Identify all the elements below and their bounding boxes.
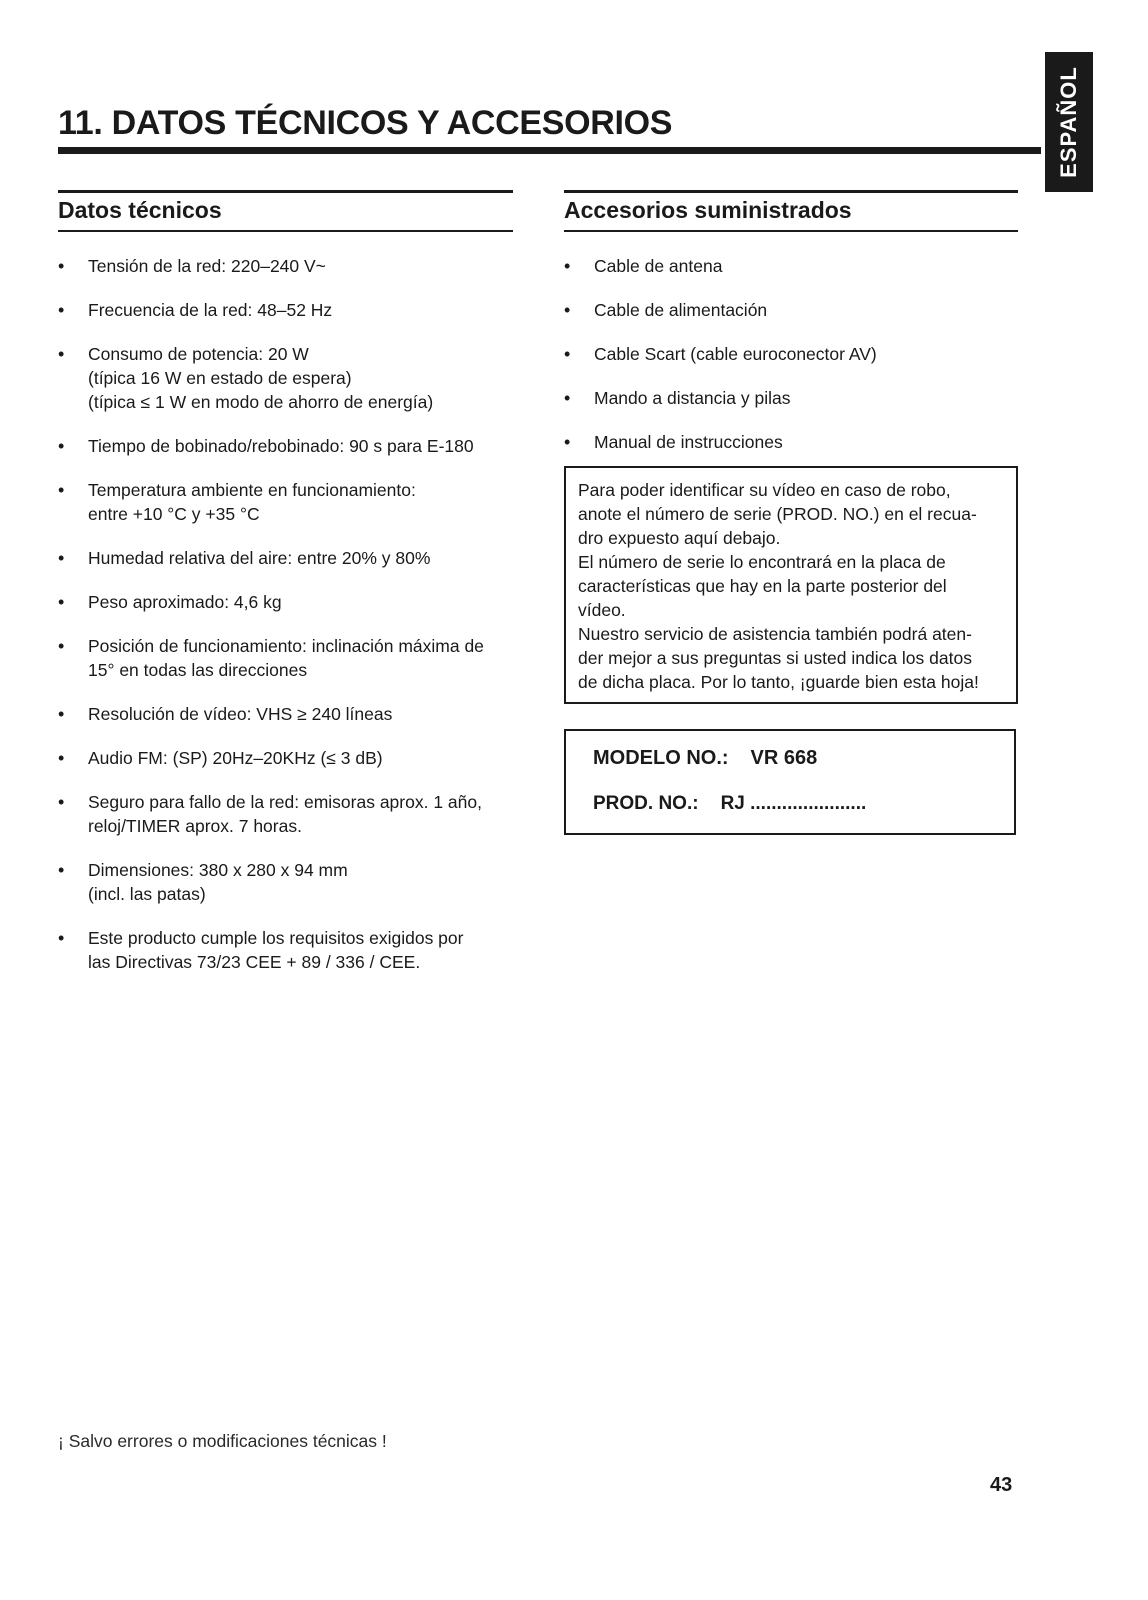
spec-item [58,634,518,682]
spec-item [58,746,518,770]
spec-item-line: • Posición de funcionamiento: inclinación máxima de [88,636,484,656]
spec-item-line: • Tiempo de bobinado/rebobinado: 90 s para E-180 [88,436,474,456]
note-line: características que hay en la parte posterior del [578,576,947,596]
spec-item [58,590,518,614]
accessory-item: • Mando a distancia y pilas [564,386,1018,410]
prod-row [593,793,866,815]
spec-item-line: (típica ≤ 1 W en modo de ahorro de energía) [88,392,434,412]
footnote: ¡ Salvo errores o modificaciones técnicas ! [58,1431,387,1451]
spec-item-line: • Audio FM: (SP) 20Hz–20KHz (≤ 3 dB) [88,748,383,768]
spec-item [58,790,518,838]
spec-item-line: • Humedad relativa del aire: entre 20% y 80% [88,548,431,568]
model-label: MODELO NO.: [593,747,729,769]
accessories-list [564,254,1018,474]
page-number: 43 [990,1474,1013,1496]
language-tab [1045,52,1093,192]
note-line: Nuestro servicio de asistencia también podrá aten- [578,624,972,644]
title-rule [58,147,1041,154]
spec-item-line: (incl. las patas) [88,884,206,904]
spec-item-line: • Tensión de la red: 220–240 V~ [88,256,326,276]
spec-item-line: 15° en todas las direcciones [88,660,308,680]
spec-item [58,434,518,458]
spec-item [58,298,518,322]
spec-item-line: • Resolución de vídeo: VHS ≥ 240 líneas [88,704,393,724]
serial-number-note [564,466,1018,704]
spec-item-line: las Directivas 73/23 CEE + 89 / 336 / CEE. [88,952,421,972]
technical-data-list [58,254,518,994]
note-line: El número de serie lo encontrará en la placa de [578,552,946,572]
spec-item [58,858,518,906]
spec-item-line: entre +10 °C y +35 °C [88,504,260,524]
note-line: de dicha placa. Por lo tanto, ¡guarde bien esta hoja! [578,672,979,692]
note-line: anote el número de serie (PROD. NO.) en el recua- [578,504,977,524]
spec-item-line: • Este producto cumple los requisitos exigidos por [88,928,464,948]
accessory-item: • Cable de alimentación [564,298,1018,322]
spec-item [58,546,518,570]
accessory-item: • Manual de instrucciones [564,430,1018,454]
accessory-item: • Cable de antena [564,254,1018,278]
prod-label: PROD. NO.: [593,793,699,814]
spec-item [58,478,518,526]
spec-item [58,342,518,414]
model-row [593,747,817,770]
spec-item-line: • Frecuencia de la red: 48–52 Hz [88,300,333,320]
spec-item [58,702,518,726]
spec-item-line: • Peso aproximado: 4,6 kg [88,592,282,612]
note-line: dro expuesto aquí debajo. [578,528,781,548]
spec-item-line: • Consumo de potencia: 20 W [88,344,309,364]
spec-item [58,926,518,974]
page-title: 11. DATOS TÉCNICOS Y ACCESORIOS [58,104,673,142]
spec-item-line: • Temperatura ambiente en funcionamiento: [88,480,416,500]
spec-item [58,254,518,278]
accessory-item: • Cable Scart (cable euroconector AV) [564,342,1018,366]
prod-value: RJ ...................... [720,793,867,814]
accessories-heading: Accesorios suministrados [564,190,1018,232]
language-tab-label: ESPAÑOL [1056,66,1081,178]
spec-item-line: reloj/TIMER aprox. 7 horas. [88,816,302,836]
model-value: VR 668 [750,747,818,769]
spec-item-line: (típica 16 W en estado de espera) [88,368,352,388]
spec-item-line: • Seguro para fallo de la red: emisoras aprox. 1 año, [88,792,482,812]
note-line: der mejor a sus preguntas si usted indica los datos [578,648,972,668]
spec-item-line: • Dimensiones: 380 x 280 x 94 mm [88,860,348,880]
technical-data-heading: Datos técnicos [58,190,513,232]
note-line: Para poder identificar su vídeo en caso de robo, [578,480,951,500]
note-line: vídeo. [578,600,626,620]
model-box [564,729,1016,835]
